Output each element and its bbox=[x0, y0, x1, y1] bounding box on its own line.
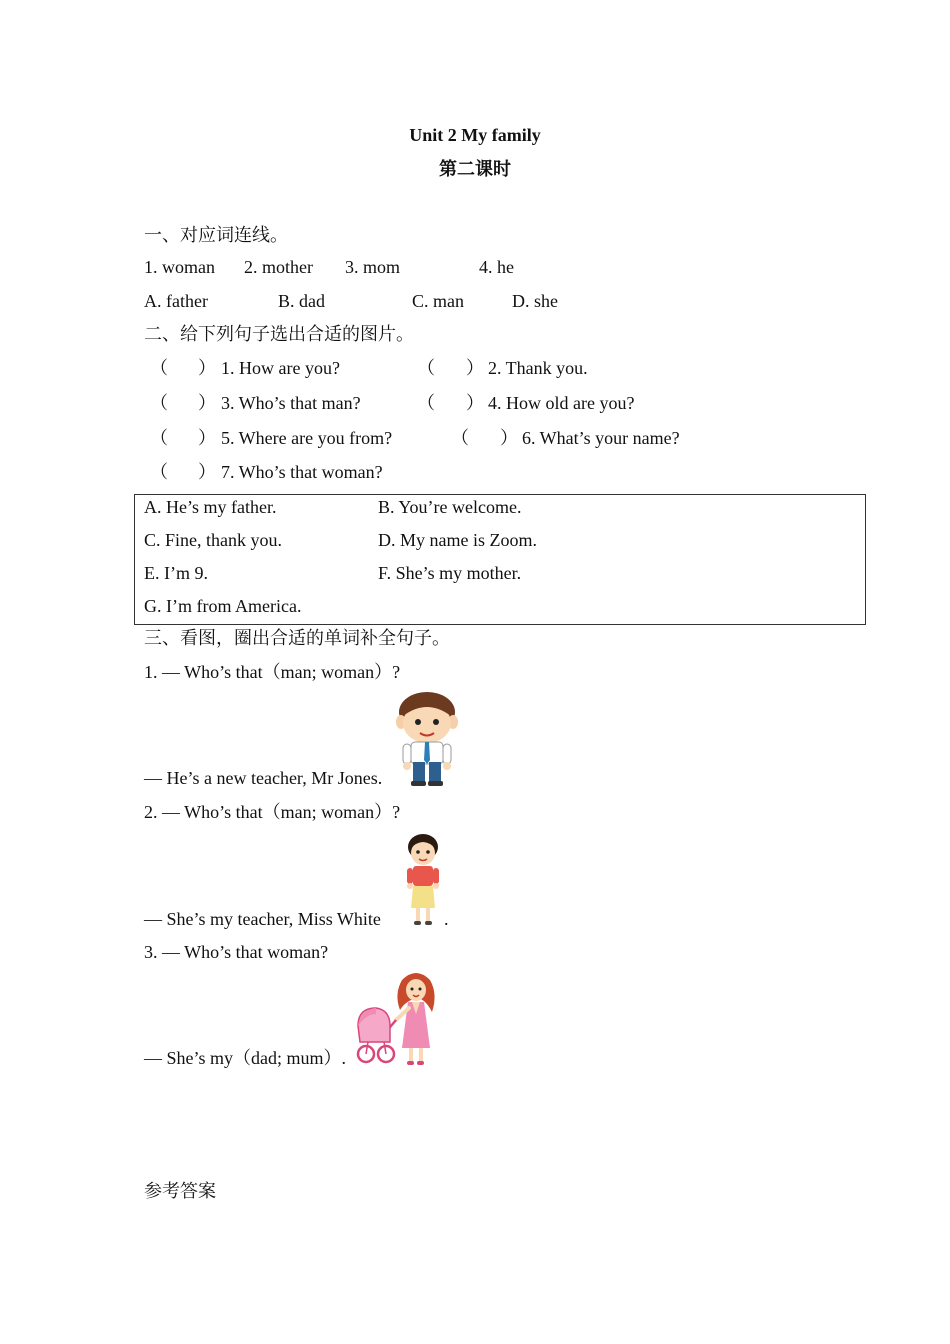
question-item: 7. Who’s that woman? bbox=[221, 462, 383, 482]
match-right-item: D. she bbox=[512, 291, 558, 311]
answer-bracket-close: ） bbox=[198, 358, 216, 378]
picture-answer: — He’s a new teacher, Mr Jones. bbox=[144, 768, 383, 788]
option-item: F. She’s my mother. bbox=[378, 563, 522, 583]
option-item: E. I’m 9. bbox=[144, 563, 208, 583]
picture-question: 3. — Who’s that woman? bbox=[144, 942, 329, 962]
section2-heading: 二、给下列句子选出合适的图片。 bbox=[144, 324, 414, 344]
option-item: C. Fine, thank you. bbox=[144, 530, 282, 550]
question-item: 3. Who’s that man? bbox=[221, 393, 361, 413]
picture-answer: — She’s my（dad; mum）. bbox=[144, 1048, 346, 1068]
answer-bracket-close: ） bbox=[500, 428, 518, 448]
match-left-item: 2. mother bbox=[244, 257, 313, 277]
question-item: 1. How are you? bbox=[221, 358, 340, 378]
answer-bracket-close: ） bbox=[198, 428, 216, 448]
answer-bracket-open: （ bbox=[150, 462, 168, 482]
picture-question: 2. — Who’s that（man; woman）? bbox=[144, 802, 401, 822]
man-teacher-icon bbox=[394, 692, 460, 786]
question-item: 2. Thank you. bbox=[488, 358, 588, 378]
match-right-item: A. father bbox=[144, 291, 208, 311]
answer-bracket-open: （ bbox=[451, 428, 469, 448]
question-item: 5. Where are you from? bbox=[221, 428, 393, 448]
picture-question: 1. — Who’s that（man; woman）? bbox=[144, 662, 401, 682]
question-item: 4. How old are you? bbox=[488, 393, 635, 413]
answer-bracket-close: ） bbox=[466, 393, 484, 413]
match-right-item: B. dad bbox=[278, 291, 325, 311]
answer-bracket-open: （ bbox=[417, 358, 435, 378]
answer-bracket-close: ） bbox=[198, 393, 216, 413]
match-left-item: 1. woman bbox=[144, 257, 215, 277]
woman-teacher-icon bbox=[402, 833, 444, 926]
option-item: A. He’s my father. bbox=[144, 497, 277, 517]
match-left-item: 3. mom bbox=[345, 257, 401, 277]
page-title: Unit 2 My family bbox=[409, 125, 541, 145]
answer-bracket-open: （ bbox=[150, 393, 168, 413]
question-item: 6. What’s your name? bbox=[522, 428, 680, 448]
answer-bracket-open: （ bbox=[150, 358, 168, 378]
picture-answer-period: . bbox=[444, 909, 449, 929]
match-left-item: 4. he bbox=[479, 257, 514, 277]
option-item: B. You’re welcome. bbox=[378, 497, 522, 517]
picture-answer: — She’s my teacher, Miss White bbox=[144, 909, 381, 929]
match-right-item: C. man bbox=[412, 291, 464, 311]
page-subtitle: 第二课时 bbox=[439, 159, 511, 179]
mother-with-stroller-icon bbox=[356, 970, 440, 1066]
answer-bracket-open: （ bbox=[150, 428, 168, 448]
section3-heading: 三、看图，圈出合适的单词补全句子。 bbox=[144, 628, 450, 648]
option-item: D. My name is Zoom. bbox=[378, 530, 537, 550]
option-item: G. I’m from America. bbox=[144, 596, 302, 616]
answer-bracket-close: ） bbox=[198, 462, 216, 482]
section1-heading: 一、对应词连线。 bbox=[144, 225, 288, 245]
answer-bracket-close: ） bbox=[466, 358, 484, 378]
answer-key-label: 参考答案 bbox=[144, 1181, 216, 1201]
answer-bracket-open: （ bbox=[417, 393, 435, 413]
